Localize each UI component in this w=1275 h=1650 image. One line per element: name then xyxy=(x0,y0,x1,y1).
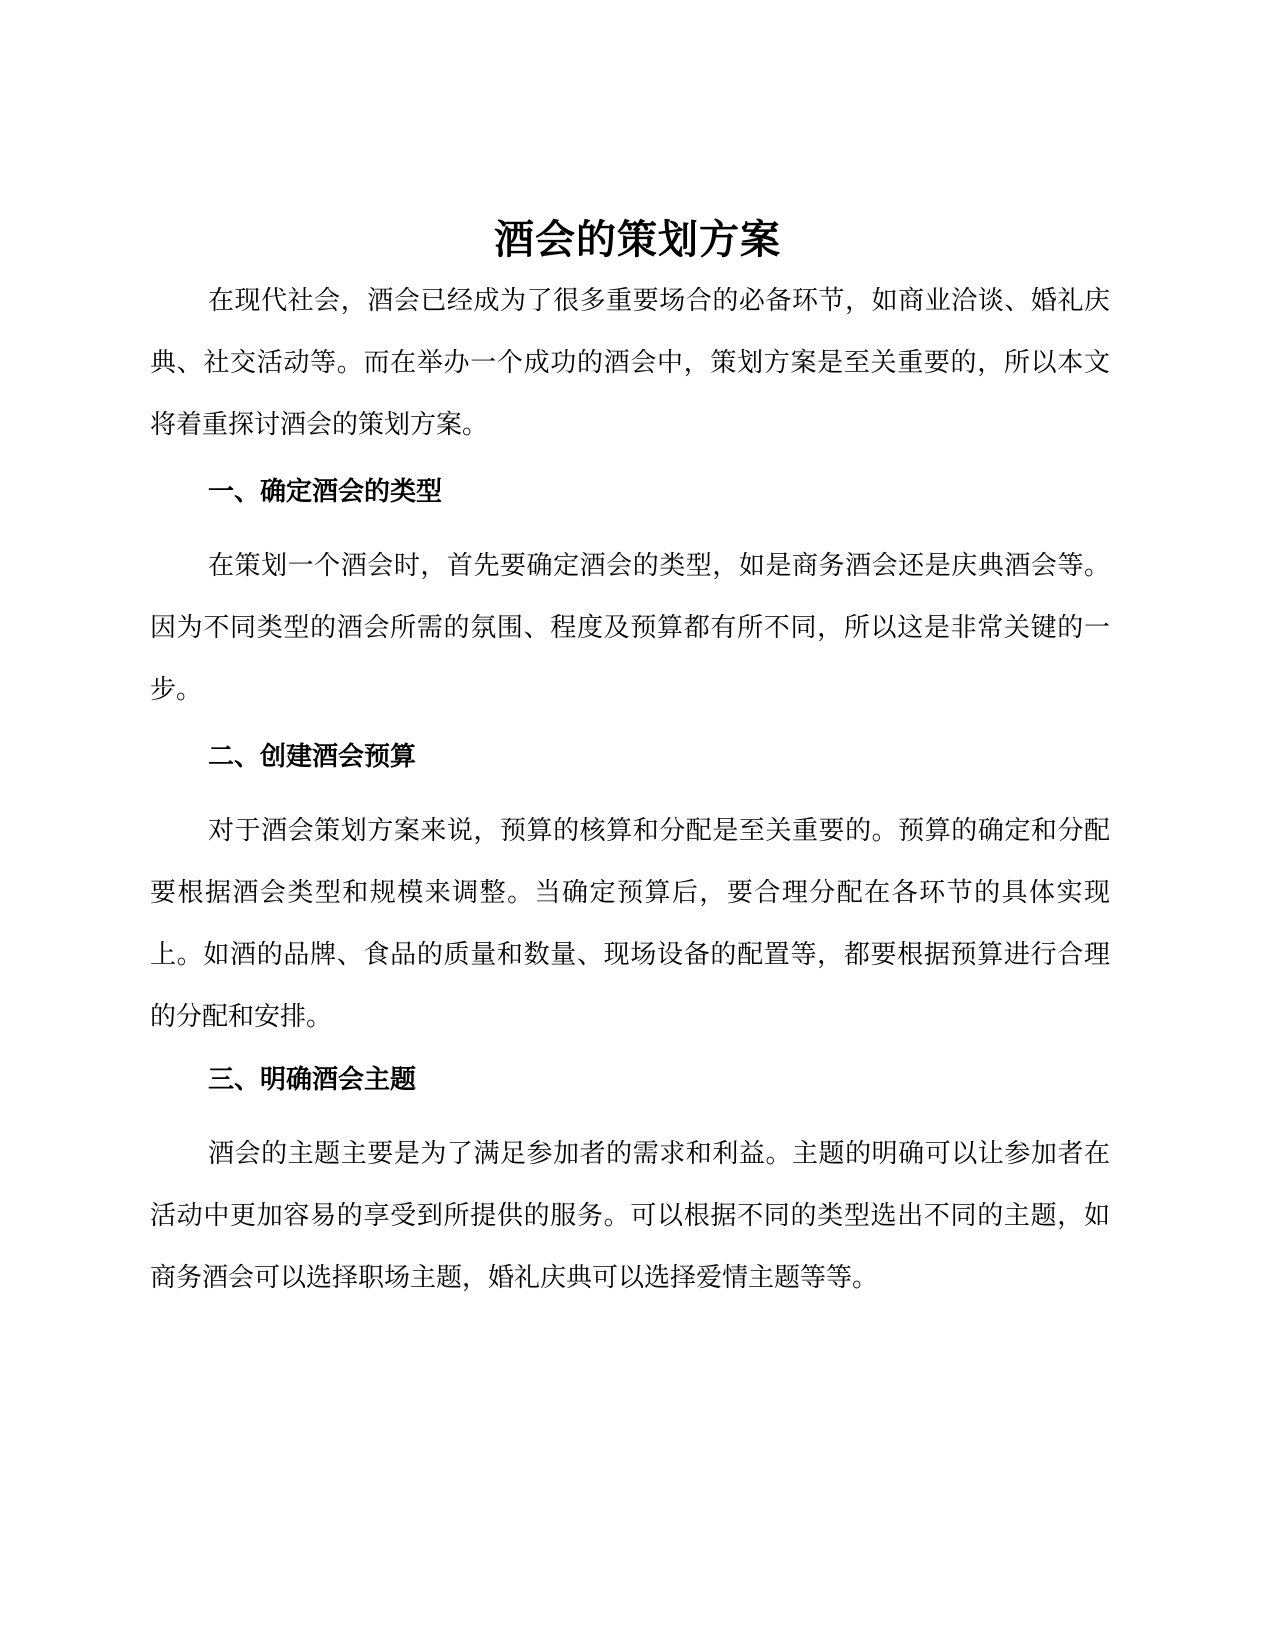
section-3-heading-block xyxy=(150,1060,1110,1100)
document-title: 酒会的策划方案 xyxy=(494,217,781,263)
section-3-body-block xyxy=(150,1123,1110,1309)
section-paragraph: 在策划一个酒会时，首先要确定酒会的类型，如是商务酒会还是庆典酒会等。因为不同类型的酒会所需的氛围、程度及预算都有所不同，所以这是非常关键的一步。 xyxy=(150,551,1110,705)
section-heading: 一、确定酒会的类型 xyxy=(208,477,443,507)
section-2-body-block xyxy=(150,800,1110,1048)
section-heading: 三、明确酒会主题 xyxy=(208,1065,417,1095)
intro-paragraph: 在现代社会，酒会已经成为了很多重要场合的必备环节，如商业洽谈、婚礼庆典、社交活动等。而在举办一个成功的酒会中，策划方案是至关重要的，所以本文将着重探讨酒会的策划方案。 xyxy=(150,286,1110,440)
section-2-heading-block xyxy=(150,737,1110,777)
section-1-heading-block xyxy=(150,472,1110,512)
intro-block xyxy=(150,270,1110,456)
section-paragraph: 酒会的主题主要是为了满足参加者的需求和利益。主题的明确可以让参加者在活动中更加容易的享受到所提供的服务。可以根据不同的类型选出不同的主题，如商务酒会可以选择职场主题，婚礼庆典可以选择爱情主题等等。 xyxy=(150,1139,1110,1293)
section-1-body-block xyxy=(150,535,1110,721)
section-heading: 二、创建酒会预算 xyxy=(208,742,417,772)
section-paragraph: 对于酒会策划方案来说，预算的核算和分配是至关重要的。预算的确定和分配要根据酒会类型和规模来调整。当确定预算后，要合理分配在各环节的具体实现上。如酒的品牌、食品的质量和数量、现场设备的配置等，都要根据预算进行合理的分配和安排。 xyxy=(150,816,1110,1032)
